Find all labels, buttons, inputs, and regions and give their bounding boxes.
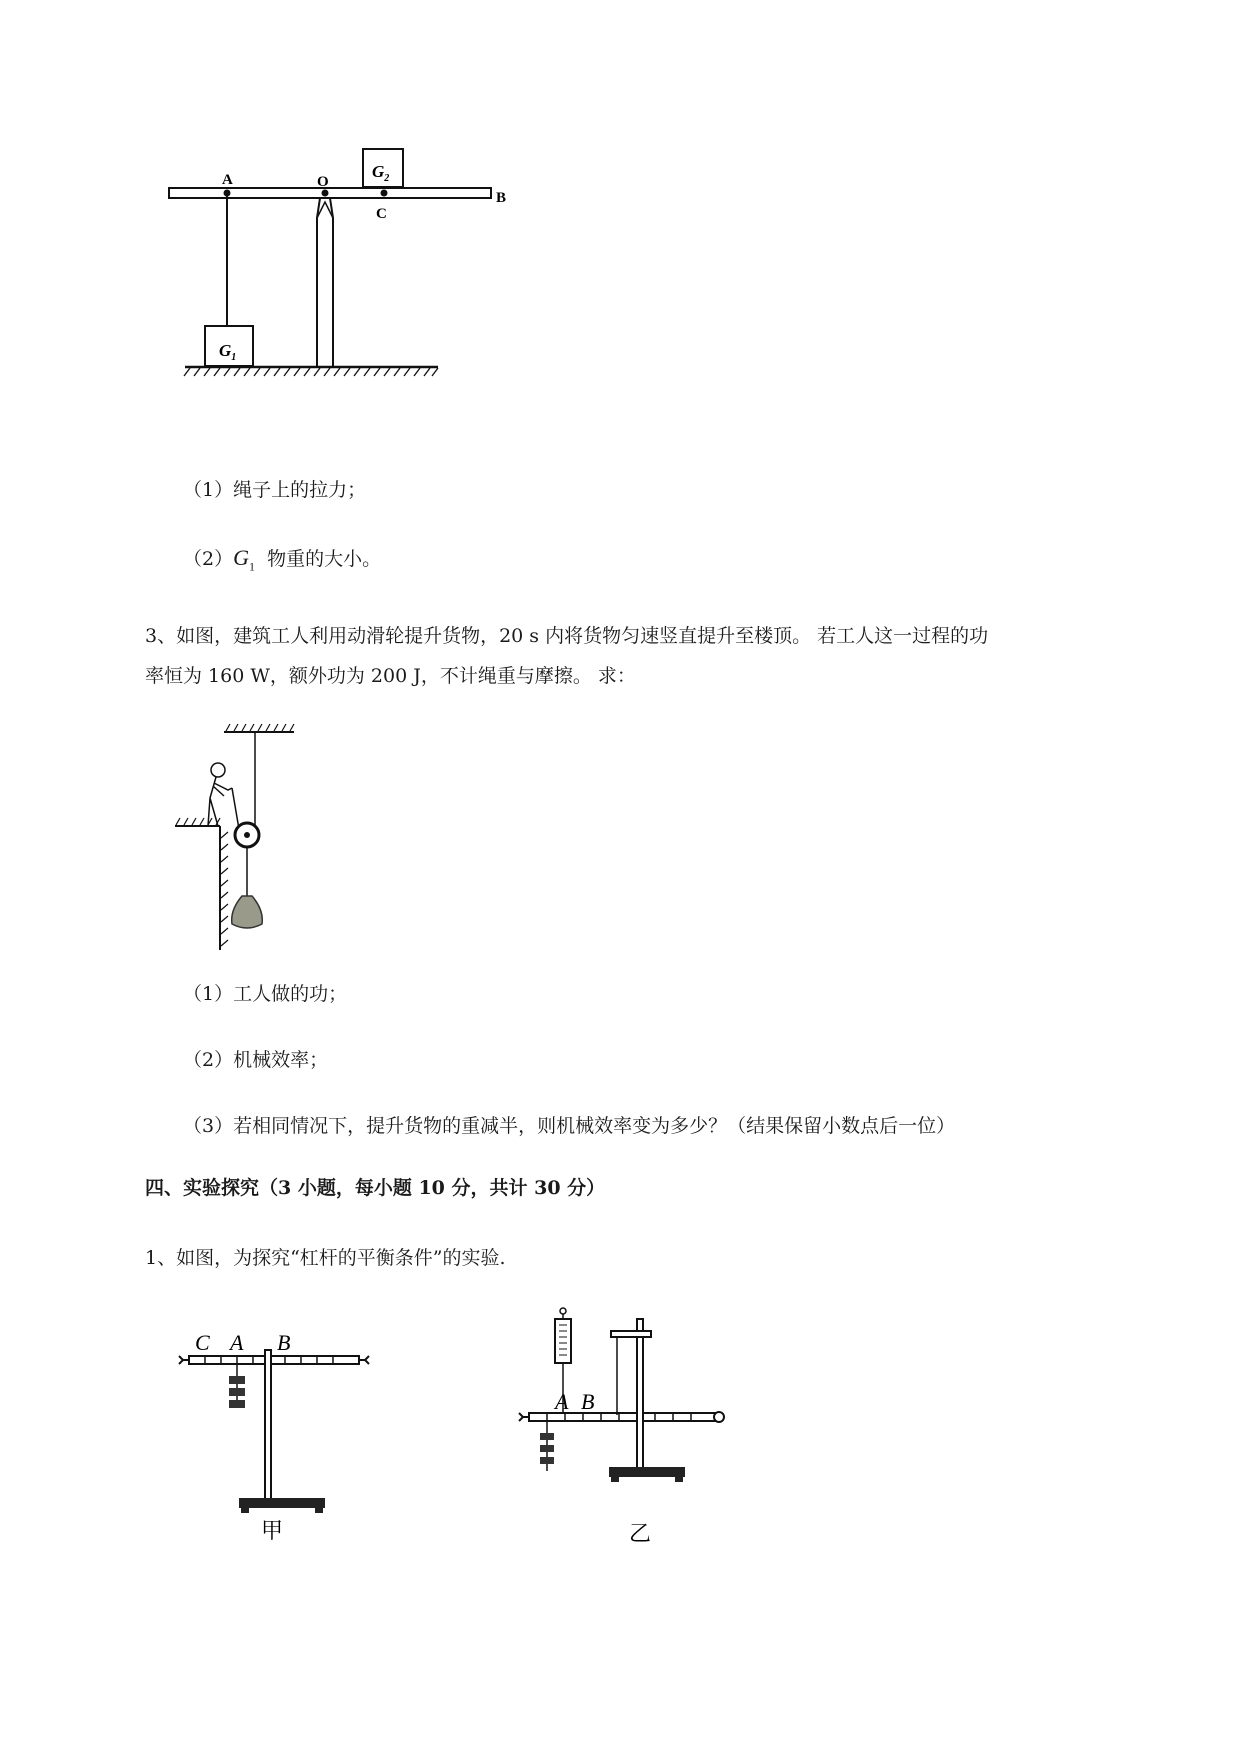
lever-experiment-yi [515,1305,755,1545]
label-O: O [317,174,329,190]
pulley-diagram [170,720,320,950]
q3-part1: （1）工人做的功； [183,983,348,1005]
exp1-stem: 1、如图，为探究“杠杆的平衡条件”的实验. [145,1247,506,1269]
q2-part2-suffix: 物重的大小。 [267,548,382,570]
jia-caption: 甲 [261,1519,284,1544]
q3-stem-line2: 率恒为 160 W，额外功为 200 J，不计绳重与摩擦。 求： [145,665,636,687]
section-4-heading: 四、实验探究（3 小题，每小题 10 分，共计 30 分） [145,1177,606,1199]
lever-experiment-jia [175,1312,405,1542]
jia-label-C: C [195,1330,210,1355]
label-A: A [222,172,233,188]
label-G1: $G_1$ [219,341,237,363]
jia-label-B: B [277,1330,291,1355]
label-B: B [496,190,507,206]
yi-caption: 乙 [629,1522,652,1547]
yi-label-A: A [555,1389,569,1414]
q3-part2: （2）机械效率； [183,1049,329,1071]
q3-stem-line1: 3、如图，建筑工人利用动滑轮提升货物，20 s 内将货物匀速竖直提升至楼顶。 若工人这一过程的功 [145,625,989,647]
q2-part1: （1）绳子上的拉力； [183,479,367,501]
yi-label-B: B [581,1389,595,1414]
label-G2: $G_2$ [372,162,390,184]
label-C: C [376,206,387,222]
q2-part2-symbol: $G_1$ [233,545,255,574]
q2-part2-prefix: （2） [183,548,234,570]
q3-part3: （3）若相同情况下，提升货物的重减半，则机械效率变为多少？（结果保留小数点后一位） [183,1115,956,1137]
jia-label-A: A [230,1330,244,1355]
lever-diagram-1 [160,140,540,400]
q2-part2 [183,542,381,582]
